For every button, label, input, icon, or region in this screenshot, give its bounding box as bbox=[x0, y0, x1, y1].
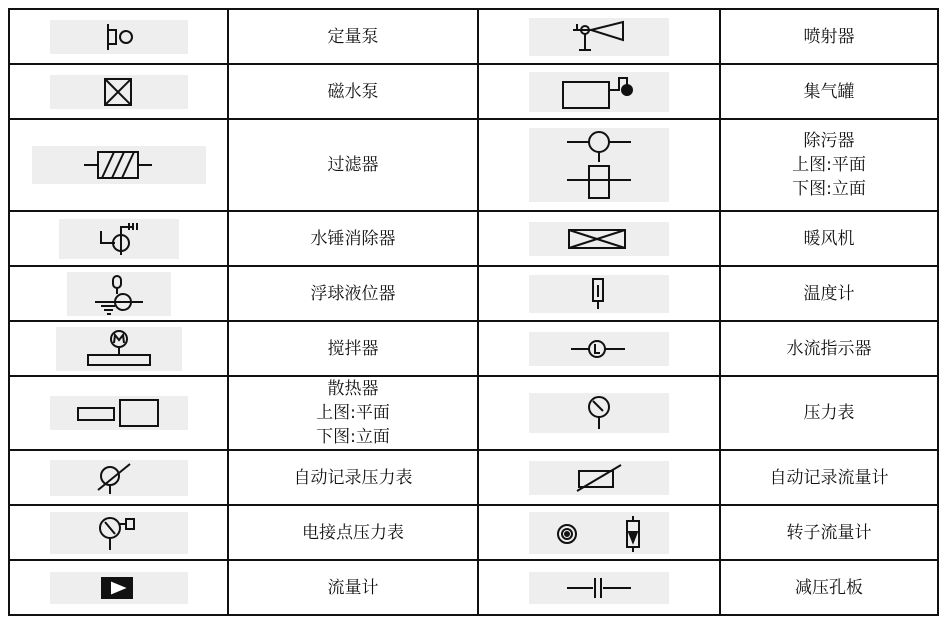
symbol-cell bbox=[478, 505, 720, 560]
symbol-name-cell bbox=[720, 119, 938, 211]
symbol-name: 转子流量计 bbox=[720, 505, 938, 560]
table-row bbox=[9, 321, 938, 376]
flow-indicator-icon bbox=[529, 332, 669, 366]
table-row bbox=[9, 266, 938, 321]
symbol-name: 压力表 bbox=[720, 376, 938, 450]
symbol-note: 上图:平面 bbox=[792, 155, 866, 175]
symbol-name: 散热器 bbox=[327, 379, 379, 399]
symbol-cell bbox=[9, 119, 228, 211]
symbol-name: 电接点压力表 bbox=[228, 505, 478, 560]
contact-pressure-gauge-icon bbox=[50, 512, 188, 554]
symbol-cell bbox=[478, 321, 720, 376]
symbol-cell bbox=[9, 211, 228, 266]
ejector-icon bbox=[529, 18, 669, 56]
water-hammer-arrestor-icon bbox=[59, 219, 179, 259]
table-row bbox=[9, 9, 938, 64]
symbol-name-cell bbox=[228, 376, 478, 450]
symbol-cell bbox=[478, 560, 720, 615]
symbol-name: 喷射器 bbox=[720, 9, 938, 64]
symbol-name: 流量计 bbox=[228, 560, 478, 615]
metering-pump-icon bbox=[50, 20, 188, 54]
symbol-cell bbox=[478, 376, 720, 450]
recording-flowmeter-icon bbox=[529, 461, 669, 495]
symbol-name: 水锤消除器 bbox=[228, 211, 478, 266]
symbol-name: 自动记录流量计 bbox=[720, 450, 938, 505]
symbol-cell bbox=[9, 9, 228, 64]
symbol-cell bbox=[478, 119, 720, 211]
symbol-cell bbox=[9, 376, 228, 450]
symbol-cell bbox=[478, 266, 720, 321]
symbol-cell bbox=[9, 450, 228, 505]
table-row bbox=[9, 505, 938, 560]
symbol-cell bbox=[9, 505, 228, 560]
symbol-name: 温度计 bbox=[720, 266, 938, 321]
symbol-name: 过滤器 bbox=[228, 119, 478, 211]
symbol-cell bbox=[9, 266, 228, 321]
symbol-cell bbox=[478, 9, 720, 64]
symbol-name: 除污器 bbox=[803, 131, 855, 151]
symbol-cell bbox=[478, 64, 720, 119]
symbol-note: 上图:平面 bbox=[316, 403, 390, 423]
symbol-name: 浮球液位器 bbox=[228, 266, 478, 321]
float-level-icon bbox=[67, 272, 171, 316]
pressure-gauge-icon bbox=[529, 393, 669, 433]
dirt-separator-icon bbox=[529, 128, 669, 202]
symbol-legend-table bbox=[8, 8, 939, 616]
table-row bbox=[9, 450, 938, 505]
filter-icon bbox=[32, 146, 206, 184]
table-row bbox=[9, 211, 938, 266]
air-collector-icon bbox=[529, 72, 669, 112]
recording-pressure-gauge-icon bbox=[50, 460, 188, 496]
orifice-plate-icon bbox=[529, 572, 669, 604]
flowmeter-icon bbox=[50, 572, 188, 604]
air-heater-icon bbox=[529, 222, 669, 256]
thermometer-icon bbox=[529, 275, 669, 313]
symbol-cell bbox=[9, 64, 228, 119]
symbol-name: 自动记录压力表 bbox=[228, 450, 478, 505]
table-row bbox=[9, 64, 938, 119]
symbol-note: 下图:立面 bbox=[792, 179, 866, 199]
symbol-cell bbox=[9, 560, 228, 615]
symbol-note: 下图:立面 bbox=[316, 427, 390, 447]
magnetic-pump-icon bbox=[50, 75, 188, 109]
rotameter-icon bbox=[529, 512, 669, 554]
table-row bbox=[9, 560, 938, 615]
symbol-cell bbox=[9, 321, 228, 376]
symbol-name: 减压孔板 bbox=[720, 560, 938, 615]
table-row bbox=[9, 119, 938, 211]
symbol-name: 水流指示器 bbox=[720, 321, 938, 376]
symbol-cell bbox=[478, 450, 720, 505]
radiator-icon bbox=[50, 396, 188, 430]
table-row bbox=[9, 376, 938, 450]
symbol-name: 集气罐 bbox=[720, 64, 938, 119]
mixer-icon bbox=[56, 327, 182, 371]
symbol-name: 搅拌器 bbox=[228, 321, 478, 376]
symbol-name: 暖风机 bbox=[720, 211, 938, 266]
symbol-cell bbox=[478, 211, 720, 266]
symbol-name: 定量泵 bbox=[228, 9, 478, 64]
symbol-name: 磁水泵 bbox=[228, 64, 478, 119]
